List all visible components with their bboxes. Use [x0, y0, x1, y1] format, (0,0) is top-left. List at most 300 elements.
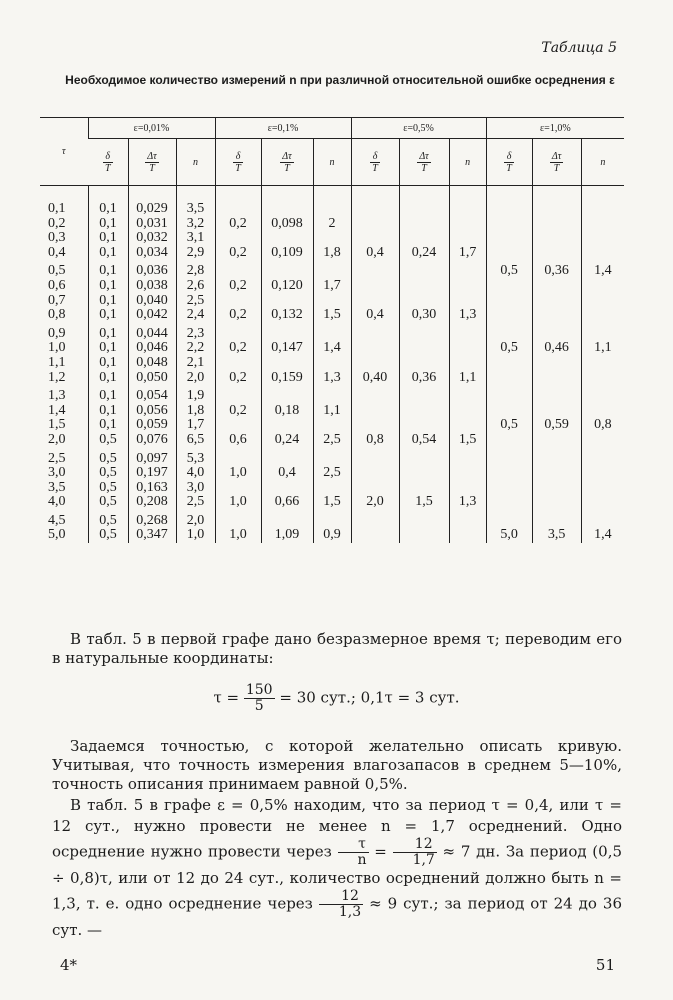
- table-cell: [399, 356, 449, 371]
- table-cell: [351, 202, 399, 217]
- table-cell: 0,2: [215, 404, 261, 419]
- fraction-denominator: n: [357, 852, 367, 868]
- table-cell: 3,5: [176, 202, 215, 217]
- group-header-eps-01: ε=0,1%: [215, 118, 351, 139]
- sub-den: T: [149, 162, 155, 174]
- table-cell: [532, 371, 581, 386]
- table-cell: [313, 389, 351, 404]
- table-cell: [581, 371, 624, 386]
- table-cell: [449, 202, 486, 217]
- table-cell: [449, 217, 486, 232]
- sub-num: Δτ: [419, 150, 429, 162]
- subheader-dtau-over-T: [399, 139, 449, 186]
- table-cell: 1,1: [581, 341, 624, 356]
- table-cell: [449, 327, 486, 342]
- table-cell: [399, 389, 449, 404]
- table-cell: 1,8: [176, 404, 215, 419]
- table-cell: [261, 294, 313, 309]
- table-row: [40, 452, 624, 467]
- table-cell: 0,5: [88, 452, 128, 467]
- table-cell: [581, 327, 624, 342]
- table-cell: [532, 308, 581, 323]
- table-cell: [486, 308, 532, 323]
- table-cell: [351, 404, 399, 419]
- table-row: [40, 356, 624, 371]
- spacer-cell: [313, 186, 351, 203]
- tau-cell: 0,4: [48, 244, 66, 260]
- fraction-numerator: 12: [393, 837, 437, 853]
- tau-cell: 1,0: [48, 340, 66, 356]
- formula-lhs: τ =: [213, 688, 244, 707]
- table-cell: [215, 294, 261, 309]
- table-cell: 1,5: [449, 433, 486, 448]
- table-cell: [449, 264, 486, 279]
- table-cell: 2,3: [176, 327, 215, 342]
- table-cell: 3,2: [176, 217, 215, 232]
- tau-cell: 4,0: [48, 494, 66, 510]
- table-cell: 0,5: [486, 418, 532, 433]
- table-cell: [532, 389, 581, 404]
- sub-num: Δτ: [551, 150, 562, 162]
- subheader-delta-over-T: [88, 139, 128, 186]
- table-cell: [399, 466, 449, 481]
- spacer-cell: [581, 186, 624, 203]
- subheader-dtau-over-T: [128, 139, 176, 186]
- table-cell: [313, 481, 351, 496]
- table-cell: 6,5: [176, 433, 215, 448]
- table-cell: 0,1: [88, 308, 128, 323]
- paragraph-3-part-b: ≈ 7 дн. За период (0,5 ÷ 0,8)τ, или от 12 до 24 сут., количество осреднений должно быть n = 1,3, т. е. одно осреднение через: [52, 842, 623, 913]
- table-cell: 0,1: [88, 371, 128, 386]
- table-cell: [486, 481, 532, 496]
- table-row: [40, 528, 624, 543]
- table-cell: [486, 356, 532, 371]
- table-cell: [532, 514, 581, 529]
- tau-cell: 2,0: [48, 431, 66, 447]
- table-cell: [486, 279, 532, 294]
- table-cell: 1,5: [313, 495, 351, 510]
- table-cell: [215, 514, 261, 529]
- tau-cell: 3,0: [48, 465, 66, 481]
- table-cell: [486, 495, 532, 510]
- paragraph-2: Задаемся точностью, с которой желательно описать кривую. Учитывая, что точность измерения влагозапасов в среднем 5—10%, точность описания принимаем равной 0,5%.: [52, 737, 622, 793]
- table-cell: 0,268: [128, 514, 176, 529]
- table-cell: [449, 528, 486, 543]
- table-cell: [449, 466, 486, 481]
- formula-line: [0, 683, 673, 714]
- formula-fraction: [244, 683, 275, 714]
- paragraph-3-part-c: ≈ 9 сут.; за период от 24 до 36 сут. —: [52, 894, 622, 939]
- table-row: [40, 514, 624, 529]
- table-cell: [449, 452, 486, 467]
- table-cell: [313, 202, 351, 217]
- table-cell: 1,7: [176, 418, 215, 433]
- tau-cell: 0,9: [48, 325, 66, 341]
- table-cell: 1,0: [215, 495, 261, 510]
- table-cell: [261, 481, 313, 496]
- table-cell: [351, 217, 399, 232]
- table-cell: [532, 246, 581, 261]
- table-cell: [532, 294, 581, 309]
- table-cell: [351, 418, 399, 433]
- table-cell: [532, 466, 581, 481]
- subheader-dtau-over-T: [532, 139, 581, 186]
- table-cell: [215, 452, 261, 467]
- table-cell: [313, 327, 351, 342]
- table-cell: 2,4: [176, 308, 215, 323]
- table-cell: 0,1: [88, 404, 128, 419]
- table-cell: [399, 514, 449, 529]
- table-cell: 0,8: [581, 418, 624, 433]
- table-cell: [449, 481, 486, 496]
- table-cell: [351, 528, 399, 543]
- table-cell: [261, 418, 313, 433]
- table-cell: [313, 294, 351, 309]
- fraction-numerator: τ: [338, 837, 369, 853]
- table-cell: 0,054: [128, 389, 176, 404]
- table-cell: 1,0: [215, 528, 261, 543]
- table-cell: 2,0: [351, 495, 399, 510]
- table-cell: [581, 231, 624, 246]
- table-row: [40, 327, 624, 342]
- table-cell: [215, 202, 261, 217]
- table-cell: [532, 404, 581, 419]
- table-row: [40, 404, 624, 419]
- subheader-n: n: [581, 139, 624, 186]
- table-number-label: Таблица 5: [541, 40, 617, 56]
- table-cell: [313, 452, 351, 467]
- table-cell: 0,044: [128, 327, 176, 342]
- fraction-tau-n: [338, 837, 369, 868]
- table-row: [40, 341, 624, 356]
- fraction-12-1-3: [319, 889, 363, 920]
- spacer-cell: [40, 186, 88, 203]
- table-cell: 0,2: [215, 217, 261, 232]
- table-row: [40, 371, 624, 386]
- table-cell: 0,038: [128, 279, 176, 294]
- table-cell: [399, 452, 449, 467]
- tau-cell: 0,1: [48, 201, 66, 216]
- sub-header-row: [40, 139, 624, 186]
- table-cell: [313, 231, 351, 246]
- table-cell: 0,120: [261, 279, 313, 294]
- spacer-cell: [88, 186, 128, 203]
- table-cell: 1,1: [449, 371, 486, 386]
- table-row: [40, 495, 624, 510]
- table-cell: [449, 514, 486, 529]
- table-cell: 0,18: [261, 404, 313, 419]
- table-cell: 0,197: [128, 466, 176, 481]
- table-cell: 0,1: [88, 389, 128, 404]
- table-cell: 1,4: [581, 264, 624, 279]
- table-cell: 0,1: [88, 231, 128, 246]
- table-cell: [351, 231, 399, 246]
- table-cell: 0,54: [399, 433, 449, 448]
- fraction-12-1-7: [393, 837, 437, 868]
- table-cell: [581, 308, 624, 323]
- table-cell: 0,034: [128, 246, 176, 261]
- table-cell: [486, 217, 532, 232]
- table-cell: 0,5: [88, 433, 128, 448]
- table-cell: 0,36: [399, 371, 449, 386]
- table-cell: 2,5: [176, 495, 215, 510]
- fraction-denominator: 1,3: [338, 904, 362, 920]
- signature-mark: 4*: [60, 956, 78, 974]
- table-cell: [261, 389, 313, 404]
- table-cell: [215, 327, 261, 342]
- sub-den: T: [104, 162, 111, 174]
- table-cell: 0,24: [261, 433, 313, 448]
- table-cell: [351, 452, 399, 467]
- table-cell: 0,40: [351, 371, 399, 386]
- table-cell: [581, 202, 624, 217]
- table-row: [40, 433, 624, 448]
- page-number: 51: [595, 956, 615, 974]
- table-cell: 1,3: [449, 495, 486, 510]
- table-cell: [399, 528, 449, 543]
- tau-cell: 2,5: [48, 450, 66, 466]
- subheader-n: n: [313, 139, 351, 186]
- group-header-eps-10: ε=1,0%: [486, 118, 624, 139]
- table-cell: [351, 294, 399, 309]
- table-cell: [399, 418, 449, 433]
- table-cell: [581, 481, 624, 496]
- table-cell: 2,5: [313, 433, 351, 448]
- sub-num: Δτ: [282, 150, 292, 162]
- table-cell: [313, 514, 351, 529]
- table-cell: 0,1: [88, 294, 128, 309]
- table-cell: 2,9: [176, 246, 215, 261]
- table-cell: [215, 481, 261, 496]
- table-cell: [261, 327, 313, 342]
- table-cell: [215, 264, 261, 279]
- sub-num: Δτ: [147, 150, 157, 162]
- spacer-cell: [449, 186, 486, 203]
- table-cell: 0,5: [88, 481, 128, 496]
- table-cell: 1,09: [261, 528, 313, 543]
- table-cell: 3,1: [176, 231, 215, 246]
- table-cell: [261, 231, 313, 246]
- table-cell: [399, 404, 449, 419]
- table-cell: 0,042: [128, 308, 176, 323]
- tau-cell: 1,1: [48, 354, 66, 370]
- table-cell: [486, 433, 532, 448]
- table-cell: [313, 264, 351, 279]
- table-cell: 0,2: [215, 308, 261, 323]
- table-cell: [581, 452, 624, 467]
- table-row: [40, 418, 624, 433]
- table-cell: [581, 433, 624, 448]
- table-cell: [399, 217, 449, 232]
- table-cell: 0,1: [88, 264, 128, 279]
- table-cell: [261, 264, 313, 279]
- table-cell: [581, 294, 624, 309]
- table-cell: [261, 202, 313, 217]
- table-cell: [486, 514, 532, 529]
- group-header-eps-001: ε=0,01%: [88, 118, 215, 139]
- table-cell: 0,1: [88, 356, 128, 371]
- table-cell: [351, 356, 399, 371]
- table-cell: 1,0: [176, 528, 215, 543]
- table-cell: 0,147: [261, 341, 313, 356]
- tau-cell: 1,5: [48, 417, 66, 433]
- table-cell: [449, 279, 486, 294]
- sub-num: δ: [504, 151, 514, 163]
- tau-cell: 0,2: [48, 215, 66, 231]
- table-cell: 0,056: [128, 404, 176, 419]
- table-cell: [532, 481, 581, 496]
- table-cell: [399, 264, 449, 279]
- table-cell: [532, 452, 581, 467]
- table-cell: 1,3: [449, 308, 486, 323]
- table-cell: 2,5: [176, 294, 215, 309]
- table-cell: [449, 356, 486, 371]
- table-cell: 0,5: [88, 466, 128, 481]
- table-cell: 0,1: [88, 418, 128, 433]
- table-cell: [399, 341, 449, 356]
- table-cell: 0,1: [88, 246, 128, 261]
- table-cell: 1,0: [215, 466, 261, 481]
- table-cell: 0,098: [261, 217, 313, 232]
- table-cell: [351, 514, 399, 529]
- table-cell: 0,6: [215, 433, 261, 448]
- tau-header: τ: [40, 118, 88, 186]
- table-cell: 0,30: [399, 308, 449, 323]
- table-cell: 0,5: [88, 495, 128, 510]
- table-cell: [399, 327, 449, 342]
- table-cell: [351, 466, 399, 481]
- subheader-dtau-over-T: [261, 139, 313, 186]
- table-cell: [581, 217, 624, 232]
- spacer-cell: [261, 186, 313, 203]
- table-cell: 0,208: [128, 495, 176, 510]
- table-row: [40, 246, 624, 261]
- spacer-cell: [176, 186, 215, 203]
- table-cell: 0,46: [532, 341, 581, 356]
- table-cell: [449, 418, 486, 433]
- table-row: [40, 279, 624, 294]
- group-header-eps-05: ε=0,5%: [351, 118, 486, 139]
- sub-den: T: [284, 162, 290, 174]
- tau-cell: 0,8: [48, 307, 66, 323]
- table-cell: [261, 452, 313, 467]
- table-cell: [581, 495, 624, 510]
- table-cell: 0,032: [128, 231, 176, 246]
- table-cell: 0,132: [261, 308, 313, 323]
- table-cell: [486, 231, 532, 246]
- table-cell: 0,9: [313, 528, 351, 543]
- table-cell: [486, 371, 532, 386]
- table-row: [40, 466, 624, 481]
- fraction-denominator: 5: [254, 698, 264, 714]
- table-cell: 0,031: [128, 217, 176, 232]
- table-cell: [581, 404, 624, 419]
- table-cell: 0,036: [128, 264, 176, 279]
- table-cell: 0,1: [88, 202, 128, 217]
- sub-den: T: [553, 162, 560, 174]
- table-cell: [486, 327, 532, 342]
- table-cell: [351, 264, 399, 279]
- table-cell: 0,5: [486, 264, 532, 279]
- table-cell: [532, 433, 581, 448]
- table-cell: [532, 217, 581, 232]
- table-cell: 0,046: [128, 341, 176, 356]
- table-cell: [486, 452, 532, 467]
- table-cell: [581, 514, 624, 529]
- table-cell: 0,2: [215, 371, 261, 386]
- table-body: [40, 186, 624, 544]
- table-cell: [486, 202, 532, 217]
- table-cell: 2,6: [176, 279, 215, 294]
- table-cell: 2,2: [176, 341, 215, 356]
- table-cell: [313, 356, 351, 371]
- tau-cell: 1,4: [48, 402, 66, 418]
- fraction-denominator: 1,7: [412, 852, 435, 868]
- table-cell: 0,66: [261, 495, 313, 510]
- table-cell: 3,0: [176, 481, 215, 496]
- table-cell: 1,3: [313, 371, 351, 386]
- spacer-cell: [215, 186, 261, 203]
- table-cell: [215, 231, 261, 246]
- table-cell: [532, 327, 581, 342]
- table-cell: 0,2: [215, 279, 261, 294]
- table-cell: 4,0: [176, 466, 215, 481]
- table-cell: 0,059: [128, 418, 176, 433]
- table-cell: 5,3: [176, 452, 215, 467]
- table-cell: 0,109: [261, 246, 313, 261]
- tau-cell: 1,3: [48, 388, 66, 404]
- spacer-cell: [532, 186, 581, 203]
- table-row: [40, 481, 624, 496]
- table-cell: 1,5: [399, 495, 449, 510]
- table-cell: 0,59: [532, 418, 581, 433]
- table-cell: 0,4: [261, 466, 313, 481]
- tau-cell: 3,5: [48, 479, 66, 495]
- table-cell: [581, 279, 624, 294]
- paragraph-1: В табл. 5 в первой графе дано безразмерное время τ; переводим его в натуральные координаты:: [52, 630, 622, 667]
- table-cell: [486, 404, 532, 419]
- sub-den: T: [421, 162, 427, 174]
- table-cell: 0,163: [128, 481, 176, 496]
- table-cell: 2,8: [176, 264, 215, 279]
- tau-cell: 4,5: [48, 512, 66, 528]
- table-cell: [532, 356, 581, 371]
- table-cell: 0,4: [351, 308, 399, 323]
- table-cell: 0,347: [128, 528, 176, 543]
- table-cell: 0,1: [88, 327, 128, 342]
- table-cell: 1,8: [313, 246, 351, 261]
- table-cell: 0,5: [88, 528, 128, 543]
- table-cell: 0,040: [128, 294, 176, 309]
- table-cell: [581, 356, 624, 371]
- subheader-n: n: [176, 139, 215, 186]
- table-row: [40, 202, 624, 217]
- table-cell: 0,159: [261, 371, 313, 386]
- table-row: [40, 264, 624, 279]
- table-cell: 0,24: [399, 246, 449, 261]
- table-cell: 0,048: [128, 356, 176, 371]
- table-cell: [351, 279, 399, 294]
- table-cell: [215, 418, 261, 433]
- table-row: [40, 294, 624, 309]
- fraction-numerator: 150: [245, 682, 273, 698]
- table-cell: [449, 389, 486, 404]
- table-caption: Необходимое количество измерений n при различной относительной ошибке осреднения ε: [65, 73, 615, 87]
- table-cell: [581, 246, 624, 261]
- equals-sign: =: [368, 842, 393, 861]
- table-cell: 0,029: [128, 202, 176, 217]
- table-row: [40, 231, 624, 246]
